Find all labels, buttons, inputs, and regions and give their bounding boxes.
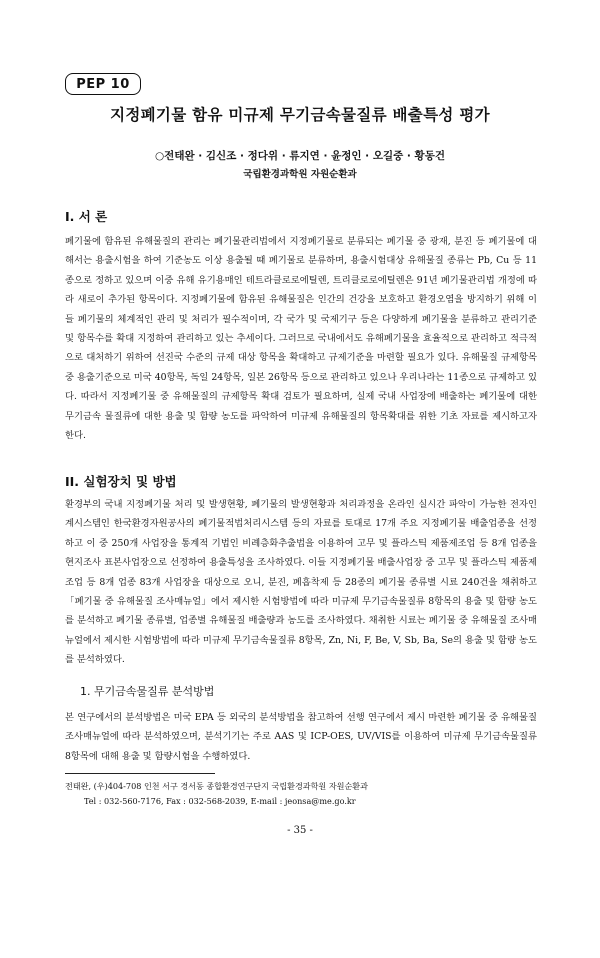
affiliation: 국립환경과학원 자원순환과	[243, 169, 357, 180]
introduction-paragraph: 폐기물에 함유된 유해물질의 관리는 폐기물관리법에서 지정폐기물로 분류되는 폐기물 중 광재, 분진 등 폐기물에 대해서는 용출시험을 하여 기준농도 이상 용출될 때 폐기물로 분류하며, 용출시험대상 유해물질 종류는 Pb, Cu 등 11종으로 정하고 있으며 이중 유해 유기용매인 테트라클로로에틸렌, 트리클로로에틸렌은 91년 폐기물관리법 개정에 따라 새로이 추가된 항목이다. 지정폐기물에 함유된 유해물질은 인간의 건강을 보호하고 환경오염을 방지하기 위해 이들 폐기물의 체계적인 관리 및 처리가 필수적이며, 각 국가 및 국제기구 등은 다양하게 폐기물을 분류하고 관리기준 및 항목수를 확대 지정하여 관리하고 있는 추세이다. 그러므로 국내에서도 유해폐기물을 효율적으로 관리하고 적극적으로 대처하기 위하여 선진국 수준의 규제 대상 항목을 확대하고 규제기준을 마련할 필요가 있다. 유해물질 규제항목 중 용출기준으로 미국 40항목, 독일 24항목, 일본 26항목 등으로 관리하고 있으나 우리나라는 11종으로 규제하고 있다. 따라서 지정폐기물 중 유해물질의 규제항목 확대 검토가 필요하며, 실제 국내 사업장에 배출하는 폐기물에 대한 무기금속 물질류에 대한 용출 및 함량 농도를 파악하여 미규제 유해물질의 항목확대를 위한 기초 자료를 제시하고자 한다.	[65, 236, 537, 442]
footnote-divider	[65, 773, 215, 774]
author-list: ○전태완 · 김신조 · 정다위 · 류지연 · 윤정인 · 오길중 · 황동건	[155, 150, 445, 162]
section-heading-methods: II. 실험장치 및 방법	[65, 474, 177, 489]
analysis-paragraph: 본 연구에서의 분석방법은 미국 EPA 등 외국의 분석방법을 참고하여 선행 연구에서 제시 마련한 폐기물 중 유해물질 조사매뉴얼에 따라 분석하였으며, 분석기기는 주로 AAS 및 ICP-OES, UV/VIS를 이용하여 미규제 무기금속물질류 8항목에 대해 용출 및 함량시험을 수행하였다.	[65, 712, 537, 762]
footnote	[65, 779, 545, 809]
footnote-address: 전태완, (우)404-708 인천 서구 경서동 종합환경연구단지 국립환경과학원 자원순환과	[65, 781, 368, 791]
paper-title: 지정폐기물 함유 미규제 무기금속물질류 배출특성 평가	[110, 106, 490, 124]
methods-paragraph: 환경부의 국내 지정폐기물 처리 및 발생현황, 폐기물의 발생현황과 처리과정을 온라인 실시간 파악이 가능한 전자인계시스템인 한국환경자원공사의 폐기물적법처리시스템 등의 자료를 토대로 17개 주요 지정폐기물 배출업종을 선정하고 이 중 250개 사업장을 통계적 기법인 비례층화추출법을 이용하여 고무 및 플라스틱 제품제조업 등 8개 업종을 현지조사 표본사업장으로 선정하여 용출특성을 조사하였다. 이들 지정폐기물 배출사업장 중 고무 및 플라스틱 제품제조업 등 8개 업종 83개 사업장을 대상으로 오니, 분진, 폐흡착제 등 28종의 폐기물 종류별 시료 240건을 채취하고 「폐기물 중 유해물질 조사매뉴얼」에서 제시한 시험방법에 따라 미규제 무기금속물질류 8항목의 용출 및 함량 농도를 분석하고 폐기물 종류별, 업종별 유해물질 배출량과 농도를 조사하였다. 채취한 시료는 폐기물 중 유해물질 조사매뉴얼에서 제시한 시험방법에 따라 미규제 무기금속물질류 8항목, Zn, Ni, F, Be, V, Sb, Ba, Se의 용출 및 함량 농도를 분석하였다.	[65, 499, 537, 666]
footnote-contact: Tel : 032-560-7176, Fax : 032-568-2039, E-mail : jeonsa@me.go.kr	[84, 796, 356, 806]
session-tag: PEP 10	[65, 73, 141, 95]
subsection-heading-analysis: 1. 무기금속물질류 분석방법	[80, 685, 215, 698]
section-heading-introduction: I. 서 론	[65, 209, 108, 224]
page-number: - 35 -	[287, 825, 313, 836]
